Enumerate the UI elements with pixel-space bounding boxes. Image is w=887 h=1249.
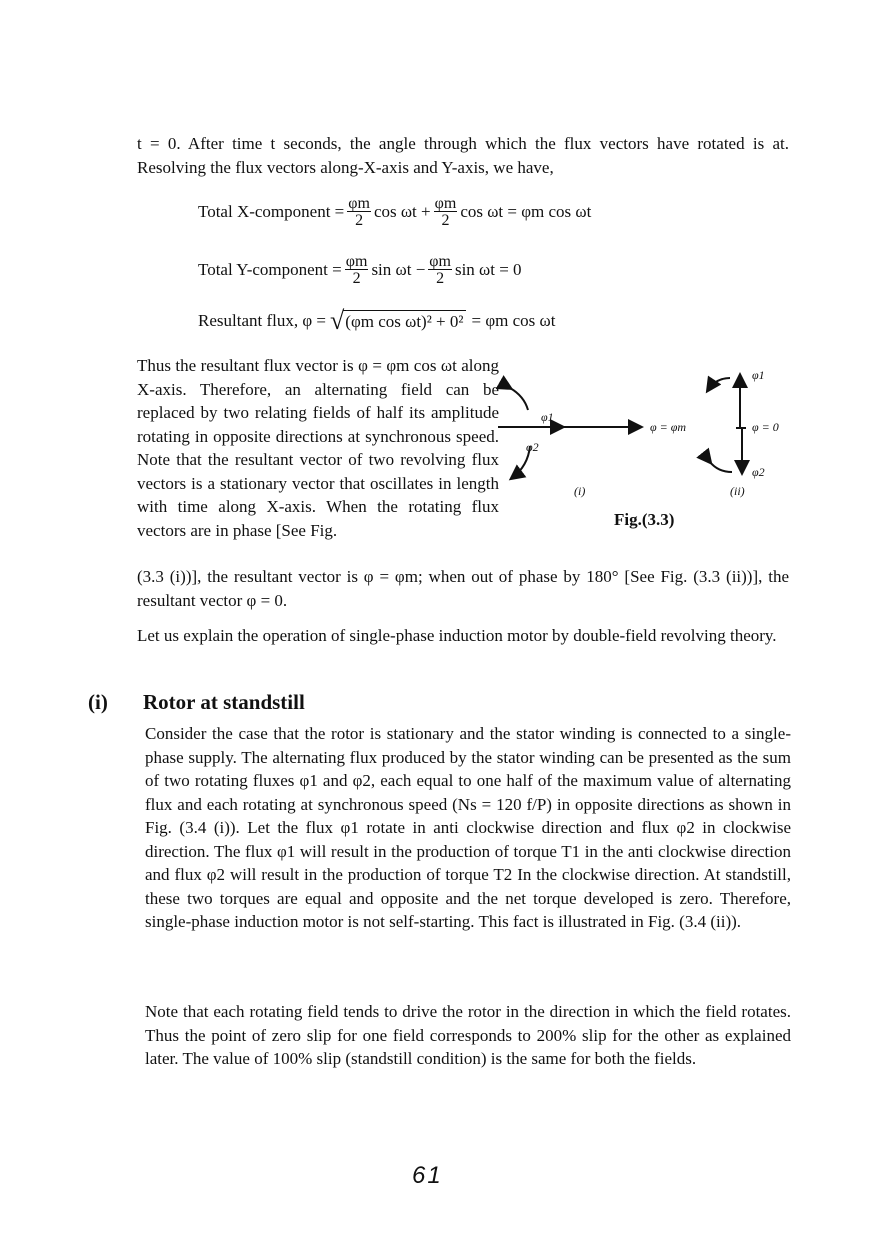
fig-label-i: (i) [574,484,586,498]
fig-i-phi2-label: φ2 [526,440,539,454]
eq-x-term-1: cos ωt + [373,202,431,221]
fig-i-resultant-label: φ = φm [650,420,687,434]
page-number: 61 [412,1162,443,1189]
paragraph-slip: Note that each rotating field tends to drive the rotor in the direction in which the field rotates. Thus the point of zero slip for one field corresponds to 200% slip for the other as explained later. The value of 100% slip (standstill condition) is the same for both the fields. [145,1002,791,1068]
equation-x-component [198,196,591,228]
fig-label-ii: (ii) [730,484,745,498]
eq-y-fraction-2: $\frac{\varphi m}{2}$ [429,253,451,287]
eq-y-fraction-1: $\frac{\varphi m}{2}$ [345,253,368,287]
eq-r-radicand: (φm cos ωt)² + 0² [345,312,464,331]
eq-x-fraction-2: $\frac{\varphi m}{2}$ [434,195,457,229]
fig-ii-phi1-label: φ1 [752,368,765,382]
fig-ii-arc-lower [710,462,732,472]
eq-r-label: Resultant flux, φ = [198,311,326,330]
paragraph-standstill: Consider the case that the rotor is stationary and the stator winding is connected to a single-phase supply. The alternating flux produced by the stator winding can be presented as the sum of two rotating fluxes φ1 and φ2, each equal to one half of the maximum value of alternating flux and each rotating at synchronous speed (Ns = 120 f/P) in opposite directions as shown in Fig. (3.4 (i)). Let the flux φ1 rotate in anti clockwise direction and flux φ2 in clockwise direction. The flux φ1 will result in the production of torque T1 in the anti clockwise direction and flux φ2 will result in the production of torque T2 In the clockwise direction. At standstill, these two torques are equal and opposite and the net torque developed is zero. Therefore, single-phase induction motor is not self-starting. This fact is illustrated in Fig. (3.4 (ii)). [145,724,791,931]
fig-ii-phi2-label: φ2 [752,465,765,479]
eq-y-term-1: sin ωt − [371,260,426,279]
eq-x-fraction-1: $\frac{\varphi m}{2}$ [348,195,370,229]
section-heading [88,690,305,715]
fig-i-arc-upper [510,388,528,410]
intro-paragraph: t = 0. After time t seconds, the angle through which the flux vectors have rotated is at. Resolving the flux vectors along-X-axis and Y-axis, we have, [137,134,789,177]
figure-caption: Fig.(3.3) [614,510,675,529]
paragraph-resultant-left: Thus the resultant flux vector is φ = φm cos ωt along X-axis. Therefore, an alternating field can be replaced by two relating fields of half its amplitude rotating in opposite directions at synchronous speed. Note that the resultant vector of two revolving flux vectors is a stationary vector that oscillates in length with time along X-axis. When the rotating flux vectors are in phase [See Fig. [137,356,499,540]
paragraph-double-field-intro: Let us explain the operation of single-phase induction motor by double-field revolving theory. [137,626,777,645]
section-title: Rotor at standstill [143,690,305,714]
eq-y-term-2: sin ωt = 0 [454,260,522,279]
fig-ii-zero-label: φ = 0 [752,420,779,434]
eq-r-sqrt: √ (φm cos ωt)² + 0² [330,306,464,335]
eq-x-term-2: cos ωt = φm cos ωt [460,202,592,221]
fig-ii-arc-upper [708,378,730,390]
eq-x-label: Total X-component = [198,202,345,221]
fig-i-phi1-label: φ1 [541,410,554,424]
eq-r-result: = φm cos ωt [471,311,556,330]
eq-y-label: Total Y-component = [198,260,342,279]
section-number: (i) [88,690,108,714]
equation-y-component [198,254,522,286]
figure-3-3 [490,360,790,510]
equation-resultant-flux [198,306,556,335]
paragraph-resultant-continued: (3.3 (i))], the resultant vector is φ = φm; when out of phase by 180° [See Fig. (3.3 (ii))], the resultant vector φ = 0. [137,567,789,610]
